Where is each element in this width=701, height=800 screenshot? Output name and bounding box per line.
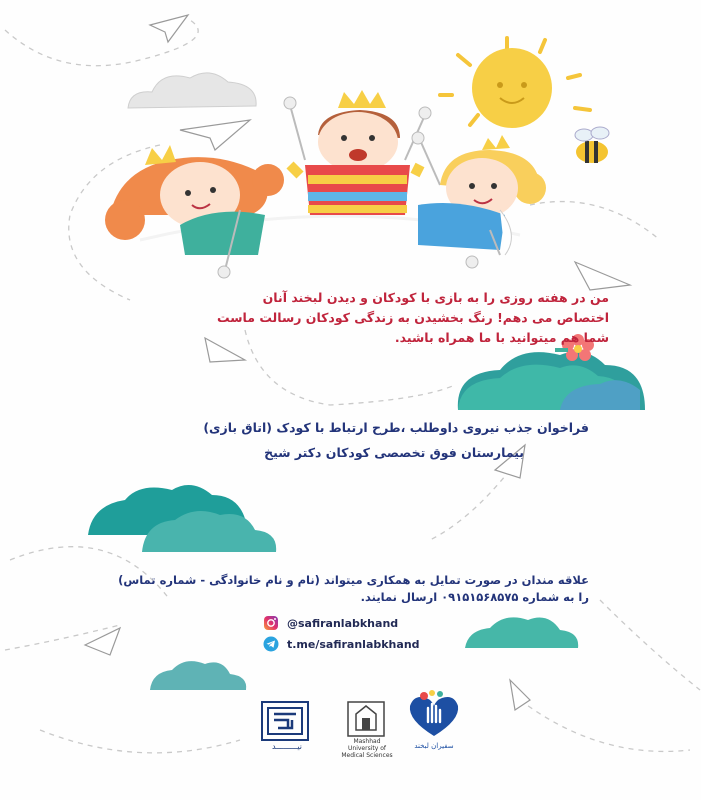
telegram-label: t.me/safiranlabkhand bbox=[287, 637, 420, 651]
telegram-link[interactable] bbox=[263, 636, 420, 652]
kids-illustration bbox=[105, 90, 546, 278]
hospital-name: بیمارستان فوق تخصصی کودکان دکتر شیخ bbox=[264, 445, 524, 460]
sun-icon bbox=[440, 38, 590, 128]
charity-logo-caption: نیـــــــــد bbox=[272, 742, 302, 751]
university-logo bbox=[338, 700, 396, 758]
cloud-icon bbox=[465, 617, 578, 648]
safiran-caption: سفیران لبخند bbox=[414, 742, 454, 750]
contact-instructions bbox=[69, 572, 589, 606]
instagram-icon bbox=[263, 615, 279, 631]
safiran-logo bbox=[402, 690, 466, 760]
telegram-icon bbox=[263, 636, 279, 652]
charity-logo bbox=[248, 698, 328, 758]
call-title: فراخوان جذب نیروی داوطلب ،طرح ارتباط با کودک (اتاق بازی) bbox=[203, 420, 589, 435]
cloud-icon bbox=[128, 73, 256, 108]
message-line-2: اختصاص می دهم! رنگ بخشیدن به زندگی کودکان رسالت ماست bbox=[217, 310, 609, 325]
message-line-1: من در هفته روزی را به بازی با کودکان و دیدن لبخند آنان bbox=[262, 290, 609, 305]
bee-icon bbox=[575, 127, 609, 163]
university-caption: Mashhad University of Medical Sciences bbox=[341, 738, 393, 759]
cloud-icon bbox=[458, 352, 645, 410]
volunteer-message bbox=[89, 288, 609, 348]
cloud-icon bbox=[150, 661, 246, 690]
instagram-label: @safiranlabkhand bbox=[287, 616, 399, 630]
instagram-handle[interactable] bbox=[263, 615, 398, 631]
cloud-icon bbox=[88, 485, 276, 552]
contact-line-2: را به شماره ۰۹۱۵۱۵۶۸۵۷۵ ارسال نمایند. bbox=[360, 590, 589, 604]
contact-line-1: علاقه مندان در صورت تمایل به همکاری میتواند (نام و نام خانوادگی - شماره تماس) bbox=[118, 573, 589, 587]
message-line-3: شما هم میتوانید با ما همراه باشید. bbox=[394, 330, 609, 345]
